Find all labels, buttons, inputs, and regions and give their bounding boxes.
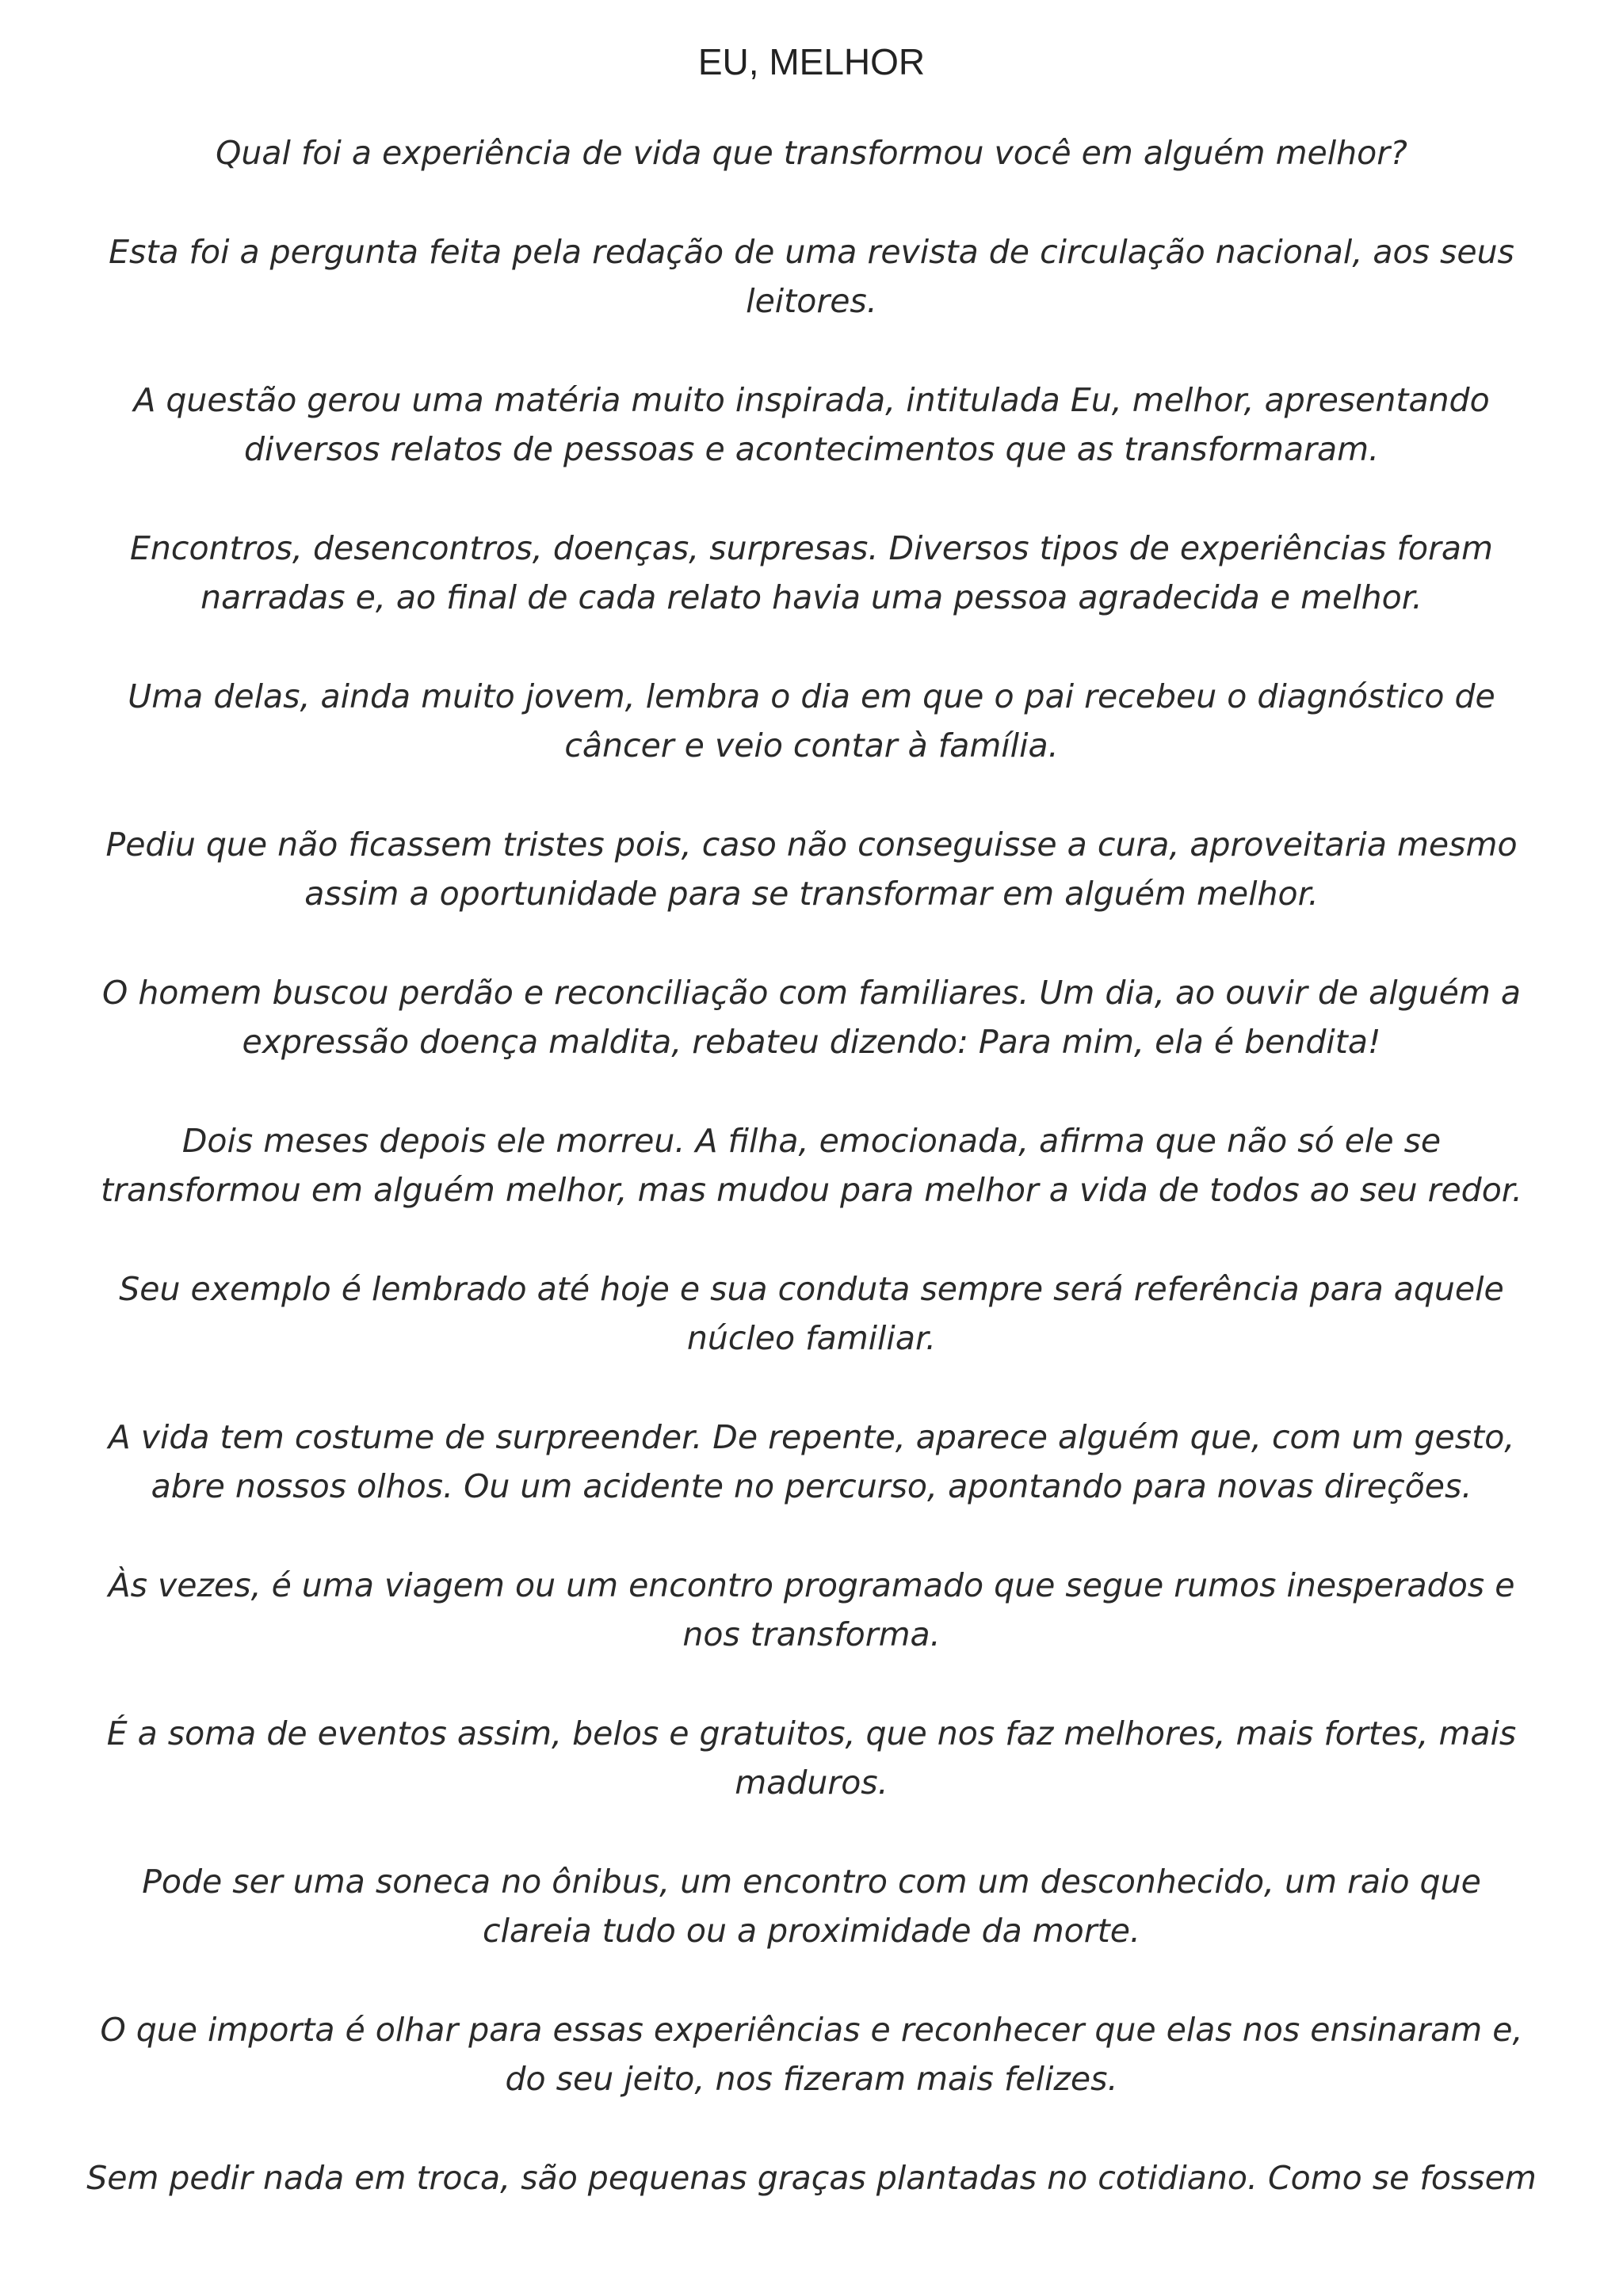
- paragraph-line: diversos relatos de pessoas e acontecimentos que as transformaram.: [243, 430, 1380, 468]
- paragraph: [79, 227, 1544, 326]
- paragraph: [79, 128, 1544, 177]
- document-title: EU, MELHOR: [697, 41, 926, 82]
- paragraph-line: abre nossos olhos. Ou um acidente no percurso, apontando para novas direções.: [151, 1467, 1472, 1505]
- paragraph: [79, 968, 1544, 1066]
- paragraph: [79, 2005, 1544, 2103]
- paragraph-line: Sem pedir nada em troca, são pequenas graças plantadas no cotidiano. Como se fossem: [86, 2159, 1537, 2197]
- paragraph-line: É a soma de eventos assim, belos e gratuitos, que nos faz melhores, mais fortes, mais: [106, 1714, 1517, 1753]
- paragraph-line: expressão doença maldita, rebateu dizendo: Para mim, ela é bendita!: [242, 1023, 1381, 1061]
- paragraph-line: núcleo familiar.: [686, 1319, 937, 1357]
- paragraph: [79, 1561, 1544, 1659]
- paragraph: [79, 1709, 1544, 1807]
- paragraph-line: do seu jeito, nos fizeram mais felizes.: [505, 2060, 1118, 2098]
- paragraph-line: leitores.: [746, 282, 877, 320]
- paragraph: [79, 524, 1544, 622]
- paragraph-line: Pediu que não ficassem tristes pois, caso não conseguisse a cura, aproveitaria mesmo: [105, 826, 1518, 864]
- paragraph: [79, 820, 1544, 918]
- paragraph-line: narradas e, ao final de cada relato havia uma pessoa agradecida e melhor.: [200, 578, 1423, 616]
- paragraph-line: Esta foi a pergunta feita pela redação de uma revista de circulação nacional, aos seus: [109, 233, 1514, 271]
- paragraph: [79, 1264, 1544, 1363]
- paragraph-line: Pode ser uma soneca no ônibus, um encontro com um desconhecido, um raio que: [142, 1863, 1481, 1901]
- paragraph-line: maduros.: [735, 1764, 888, 1802]
- paragraph: [79, 672, 1544, 770]
- paragraph: [79, 1116, 1544, 1215]
- paragraph-line: Às vezes, é uma viagem ou um encontro programado que segue rumos inesperados e: [108, 1566, 1515, 1604]
- paragraph-line: A vida tem costume de surpreender. De repente, aparece alguém que, com um gesto,: [108, 1418, 1515, 1456]
- paragraph-line: A questão gerou uma matéria muito inspirada, intitulada Eu, melhor, apresentando: [133, 381, 1490, 419]
- paragraph-line: clareia tudo ou a proximidade da morte.: [483, 1912, 1140, 1950]
- paragraph-line: Dois meses depois ele morreu. A filha, emocionada, afirma que não só ele se: [181, 1122, 1442, 1160]
- paragraph-line: Seu exemplo é lembrado até hoje e sua conduta sempre será referência para aquele: [119, 1270, 1504, 1308]
- paragraph: [79, 1413, 1544, 1511]
- paragraph-line: Encontros, desencontros, doenças, surpresas. Diversos tipos de experiências foram: [130, 529, 1493, 567]
- paragraph-line: câncer e veio contar à família.: [564, 727, 1059, 765]
- paragraph-line: O homem buscou perdão e reconciliação com familiares. Um dia, ao ouvir de alguém a: [102, 974, 1521, 1012]
- paragraph-line: assim a oportunidade para se transformar em alguém melhor.: [304, 875, 1319, 913]
- paragraph: [79, 2153, 1544, 2203]
- paragraph-line: nos transforma.: [682, 1615, 941, 1653]
- paragraph-line: transformou em alguém melhor, mas mudou para melhor a vida de todos ao seu redor.: [101, 1171, 1522, 1209]
- document-body: [79, 128, 1544, 2252]
- paragraph-line: O que importa é olhar para essas experiências e reconhecer que elas nos ensinaram e,: [100, 2011, 1523, 2049]
- paragraph-line: Uma delas, ainda muito jovem, lembra o dia em que o pai recebeu o diagnóstico de: [128, 677, 1495, 715]
- paragraph: [79, 376, 1544, 474]
- paragraph: [79, 1857, 1544, 1955]
- paragraph-line: Qual foi a experiência de vida que transformou você em alguém melhor?: [216, 134, 1407, 172]
